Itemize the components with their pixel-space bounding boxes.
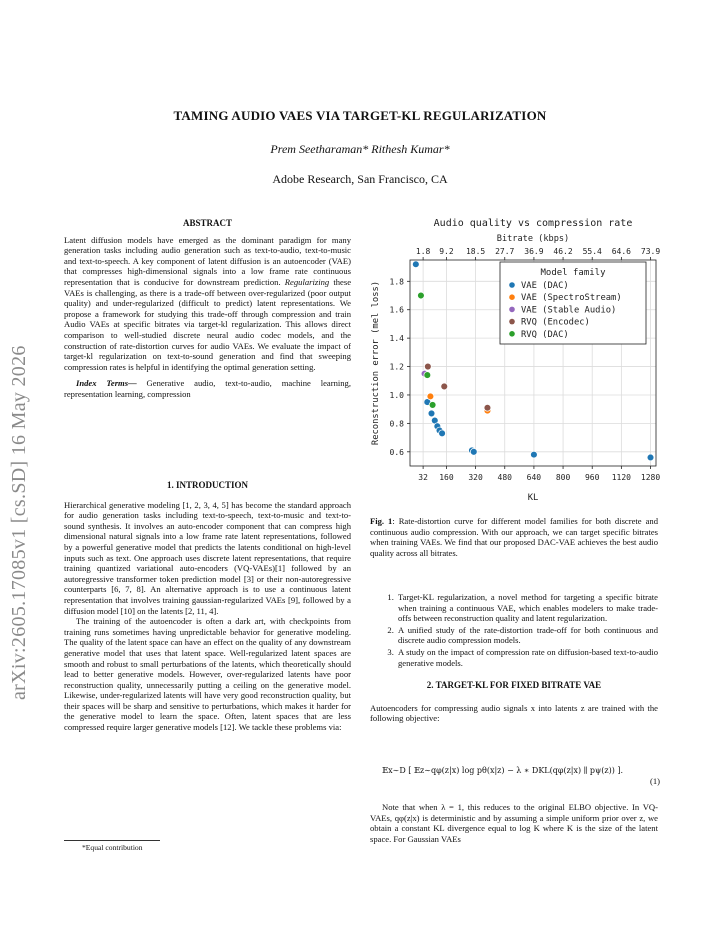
y-tick-label: 1.0 [389, 390, 404, 400]
x-tick-label: 960 [584, 473, 600, 482]
legend-entry: VAE (SpectroStream) [521, 293, 622, 304]
contribution-item: 2. A unified study of the rate-distortion trade-off for both continuous and discrete audio compression models. [396, 625, 658, 646]
data-point [424, 372, 431, 379]
legend-entry: RVQ (DAC) [521, 329, 569, 340]
footnote: *Equal contribution [82, 843, 143, 852]
data-point [439, 430, 446, 437]
abstract-body-2: these VAEs is challenging, as there is a trade-off between over-regularized (poor output quality) and under-regularized (difficult to predict) latent representations. We propose a framework for studying this trade-off through compression and train Audio VAEs at specific bitrates via target-kl regularization. This allows direct comparison to well-studied discrete neural audio codec models, and the construction of rate-distortion curves for audio VAEs. We evaluate the impact of target-kl regularization on text-to-sound generation and find that sweeping compression rates is helpful in identifying the optimal generation setting. [64, 276, 352, 372]
top-tick-label: 27.7 [495, 247, 515, 256]
data-point [484, 404, 491, 411]
contribution-item: 3. A study on the impact of compression rate on diffusion-based text-to-audio generative models. [396, 647, 658, 668]
y-tick-label: 1.2 [389, 362, 404, 372]
legend-marker [509, 331, 515, 337]
data-point [470, 448, 477, 455]
index-terms-text: Generative audio, text-to-audio, machine learning, representation learning, compression [64, 378, 351, 399]
x-tick-label: 32 [418, 473, 428, 482]
arxiv-stamp: arXiv:2605.17085v1 [cs.SD] 16 May 2026 [8, 345, 30, 700]
legend-marker [509, 294, 515, 300]
abstract-text [64, 235, 351, 373]
y-tick-label: 1.8 [389, 277, 404, 287]
legend-entry: RVQ (Encodec) [521, 317, 590, 328]
x-tick-label: 320 [468, 473, 483, 482]
index-terms [64, 378, 351, 399]
top-tick-label: 1.8 [415, 247, 431, 256]
legend-marker [509, 307, 515, 313]
intro-section [64, 480, 351, 733]
data-point [424, 363, 431, 370]
authors: Prem Seetharaman* Rithesh Kumar* [270, 142, 450, 156]
equation-number: (1) [649, 776, 660, 786]
legend-marker [509, 282, 515, 288]
section-2 [370, 680, 658, 724]
section2-paragraph-2-block [370, 802, 658, 844]
intro-paragraph-1: Hierarchical generative modeling [1, 2, 3, 4, 5] has become the standard approach for audio generation tasks including text-to-speech, text-to-music and text-to-sound synthesis. It involves an auto-encoder component that can compress high dimensional natural signals into a low frame rate latent representations, followed by a powerful generative model that predicts the latents conditional on high-level inputs such as text. One approach uses discrete latent representations, that require training quantized variational auto-encoders (VQ-VAEs)[1] followed by an autoregressive transformer token prediction model [3] or their non-autoregressive counterparts [6, 7, 8]. An alternative approach is to use a continuous latent representation that involves training gaussian-regularized VAEs [9], followed by a diffusion model [10] on the latents [2, 11, 4]. [64, 499, 351, 616]
top-tick-label: 64.6 [611, 247, 632, 256]
data-point [531, 451, 538, 458]
data-point [427, 393, 434, 400]
top-tick-label: 46.2 [553, 247, 573, 256]
abstract-italic: Regularizing [284, 276, 330, 287]
figure-chart [368, 210, 660, 510]
top-tick-label: 9.2 [439, 247, 454, 256]
contributions-list [370, 592, 658, 669]
contribution-item: 1. Target-KL regularization, a novel method for targeting a specific bitrate when training a continuous VAE, which enables modelers to make trade-offs between reconstruction quality and latent regularization. [396, 592, 658, 624]
top-tick-label: 36.9 [524, 247, 544, 256]
figure-label: Fig. 1 [370, 516, 393, 526]
top-tick-label: 73.9 [640, 247, 660, 256]
intro-paragraph-2: The training of the autoencoder is often a dark art, with checkpoints from training runs sometimes having unpredictable behavior for generative modeling. The quality of the latent space can have an effect on the quality of any downstream generative model that uses that latent space. Well-regularized latent spaces are smooth and robust to small perturbations of the latents, which theoretically should lead to better generative models. However, over-regularized latents have poor reconstruction quality, unnecessarily putting a ceiling on the generative model. Likewise, under-regularized latents will have very good reconstruction quality, but their spaces will be sharp and sensitive to perturbations, which makes it harder for the generative model to learn the space. Often, latent spaces that are less compressed require larger generative models [12]. We tackle these problems via: [64, 616, 351, 733]
figure-caption [370, 516, 658, 558]
y-tick-label: 1.4 [389, 334, 404, 344]
section2-paragraph-2: Note that when λ = 1, this reduces to the original ELBO objective. In VQ-VAEs, qφ(z|x) is deterministic and by assuming a simple uniform prior over z, we obtain a constant KL divergence equal to log K where K is the size of the latent space. For Gaussian VAEs [370, 802, 658, 844]
x-tick-label: 480 [497, 473, 512, 482]
paper-title: TAMING AUDIO VAES VIA TARGET-KL REGULARIZATION [173, 108, 547, 123]
affiliation: Adobe Research, San Francisco, CA [272, 172, 448, 186]
y-tick-label: 0.8 [389, 419, 404, 429]
legend-marker [509, 319, 515, 325]
y-tick-label: 1.6 [389, 305, 404, 315]
chart-title: Audio quality vs compression rate [433, 218, 633, 229]
abstract-section [64, 218, 351, 400]
x-tick-label: 640 [526, 473, 542, 482]
section2-heading: 2. TARGET-KL FOR FIXED BITRATE VAE [426, 680, 602, 690]
intro-heading: 1. INTRODUCTION [166, 480, 248, 490]
x-tick-label: 1120 [611, 473, 632, 482]
x-tick-label: 800 [555, 473, 571, 482]
data-point [418, 292, 425, 299]
legend-title: Model family [540, 268, 606, 278]
abstract-body: Latent diffusion models have emerged as the dominant paradigm for many generation tasks including audio generation such as text-to-audio, text-to-music and text-to-speech. A key component of latent diffusion is an autoencoder (VAE) that compresses high-dimensional signals into a low frame rate continuous representation that is conducive for downstream prediction. [64, 234, 351, 287]
data-point [412, 261, 419, 268]
data-point [428, 410, 435, 417]
top-tick-label: 55.4 [582, 247, 602, 256]
y-tick-label: 0.6 [389, 447, 404, 457]
equation-body: 𝔼x∼D [ 𝔼z∼qφ(z|x) log pθ(x|z) − λ ∗ DKL(qφ(z|x) ∥ pψ(z)) ]. [382, 766, 624, 775]
legend-entry: VAE (Stable Audio) [521, 305, 617, 316]
x-tick-label: 160 [439, 473, 454, 482]
x-tick-label: 1280 [640, 473, 660, 482]
data-point [441, 383, 448, 390]
data-point [429, 402, 436, 409]
abstract-heading: ABSTRACT [182, 218, 232, 228]
index-terms-label: Index Terms— [76, 378, 137, 389]
data-point [647, 454, 654, 461]
top-tick-label: 18.5 [465, 247, 486, 256]
top-axis-label: Bitrate (kbps) [496, 234, 570, 244]
footnote-rule [64, 840, 160, 841]
x-axis-label: KL [527, 493, 539, 503]
figure-caption-text: : Rate-distortion curve for different model families for both discrete and continuous audio compression. With our approach, we can target specific bitrates when training VAEs. We find that our proposed DAC-VAE achieves the best audio quality across all bitrates. [370, 516, 658, 558]
legend-entry: VAE (DAC) [521, 281, 569, 291]
y-axis-label: Reconstruction error (mel loss) [371, 280, 381, 446]
section2-paragraph-1: Autoencoders for compressing audio signals x into latents z are trained with the following objective: [370, 702, 658, 724]
